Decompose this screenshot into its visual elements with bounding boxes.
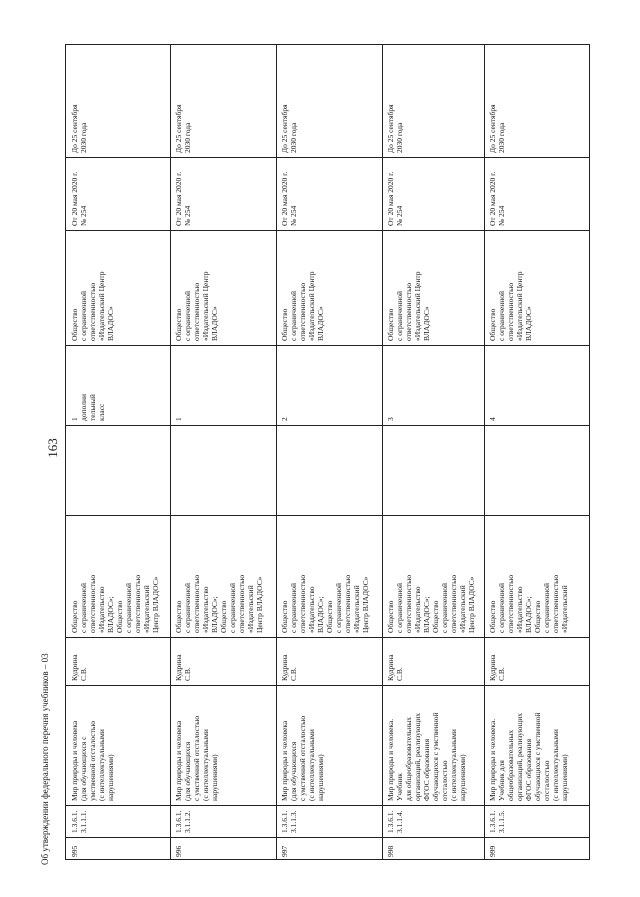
column-divider bbox=[66, 805, 589, 806]
cell-date: До 25 сентября 2030 года bbox=[280, 104, 298, 153]
cell-code: 1.3.6.1. 3.1.1.5. bbox=[488, 810, 506, 833]
cell-grade: 1 дополни тельный класс bbox=[70, 393, 106, 421]
column-divider bbox=[66, 637, 589, 638]
cell-num: 997 bbox=[280, 845, 289, 857]
cell-order: От 20 мая 2020 г. № 254 bbox=[386, 171, 404, 226]
cell-date: До 25 сентября 2030 года bbox=[174, 104, 192, 153]
cell-org: Общество с ограниченной ответственностью «Издательский Центр ВЛАДОС» bbox=[386, 271, 431, 341]
cell-title: Мир природы и человека (для обучающихся с умственной отсталостью (с интеллектуальными нарушениями) bbox=[174, 715, 219, 801]
cell-order: От 20 мая 2020 г. № 254 bbox=[488, 171, 506, 226]
column-divider bbox=[66, 230, 589, 231]
cell-title: Мир природы и человека. Учебник для общеобразовательных организаций, реализующих ФГОС образования обучающихся с умственной отсталостью (с интеллектуальными нарушениями) bbox=[386, 712, 467, 801]
cell-org: Общество с ограниченной ответственностью «Издательский Центр ВЛАДОС» bbox=[70, 271, 115, 341]
cell-date: До 25 сентября 2030 года bbox=[70, 104, 88, 153]
cell-org: Общество с ограниченной ответственностью «Издательский Центр ВЛАДОС» bbox=[280, 271, 325, 341]
cell-title: Мир природы и человека (для обучающихся с умственной отсталостью (с интеллектуальными нарушениями) bbox=[70, 720, 115, 801]
cell-num: 995 bbox=[70, 845, 79, 857]
cell-date: До 25 сентября 2030 года bbox=[386, 104, 404, 153]
row-divider bbox=[382, 45, 383, 859]
cell-author: Кудрина С.В. bbox=[280, 654, 298, 681]
cell-author: Кудрина С.В. bbox=[174, 654, 192, 681]
cell-author: Кудрина С.В. bbox=[386, 654, 404, 681]
cell-order: От 20 мая 2020 г. № 254 bbox=[174, 171, 192, 226]
cell-num: 999 bbox=[488, 845, 497, 857]
page-number: 163 bbox=[45, 438, 60, 458]
cell-num: 998 bbox=[386, 845, 395, 857]
footer-text: Об утверждении федерального перечня учебников – 03 bbox=[40, 653, 50, 865]
cell-author: Кудрина С.В. bbox=[70, 654, 88, 681]
cell-publisher: Общество с ограниченной ответственностью «Издательство ВЛАДОС»; Общество с ограниченной ответственностью «Издательский Центр ВЛАДОС» bbox=[174, 574, 264, 633]
cell-grade: 1 bbox=[174, 417, 183, 421]
cell-date: До 25 сентября 2030 года bbox=[488, 104, 506, 153]
column-divider bbox=[66, 515, 589, 516]
cell-author: Кудрина С.В. bbox=[488, 654, 506, 681]
column-divider bbox=[66, 685, 589, 686]
cell-org: Общество с ограниченной ответственностью «Издательский Центр ВЛАДОС» bbox=[174, 271, 219, 341]
cell-num: 996 bbox=[174, 845, 183, 857]
row-divider bbox=[170, 45, 171, 859]
cell-org: Общество с ограниченной ответственностью «Издательский Центр ВЛАДОС» bbox=[488, 271, 533, 341]
cell-title: Мир природы и человека (для обучающихся с умственной отсталостью (с интеллектуальными нарушениями) bbox=[280, 715, 325, 801]
column-divider bbox=[66, 157, 589, 158]
column-divider bbox=[66, 837, 589, 838]
cell-code: 1.3.6.1. 3.1.1.3. bbox=[280, 810, 298, 833]
cell-order: От 20 мая 2020 г. № 254 bbox=[280, 171, 298, 226]
column-divider bbox=[66, 345, 589, 346]
column-divider bbox=[66, 425, 589, 426]
cell-code: 1.3.6.1. 3.1.1.1. bbox=[70, 810, 88, 833]
row-divider bbox=[276, 45, 277, 859]
cell-publisher: Общество с ограниченной ответственностью «Издательство ВЛАДОС»; Общество с ограниченной ответственностью «Издательский Центр ВЛАДОС» bbox=[70, 574, 160, 633]
cell-publisher: Общество с ограниченной ответственностью «Издательство ВЛАДОС»; Общество с ограниченной ответственностью «Издательский Центр ВЛАДОС» bbox=[280, 574, 370, 633]
textbook-table bbox=[65, 44, 590, 860]
row-divider bbox=[484, 45, 485, 859]
cell-order: От 20 мая 2020 г. № 254 bbox=[70, 171, 88, 226]
cell-publisher: Общество с ограниченной ответственностью «Издательство ВЛАДОС»; Общество с ограниченной ответственностью «Издательский Центр ВЛАДОС» bbox=[386, 574, 476, 633]
cell-grade: 4 bbox=[488, 417, 497, 421]
cell-code: 1.3.6.1. 3.1.1.2. bbox=[174, 810, 192, 833]
cell-title: Мир природы и человека. Учебник для общеобразовательных организаций, реализующих ФГОС образования обучающихся с умственной отсталостью (с интеллектуальными нарушениями) bbox=[488, 712, 569, 801]
cell-code: 1.3.6.1. 3.1.1.4. bbox=[386, 810, 404, 833]
cell-publisher: Общество с ограниченной ответственностью «Издательство ВЛАДОС»; Общество с ограниченной ответственностью «Издательский bbox=[488, 574, 569, 633]
cell-grade: 3 bbox=[386, 417, 395, 421]
cell-grade: 2 bbox=[280, 417, 289, 421]
